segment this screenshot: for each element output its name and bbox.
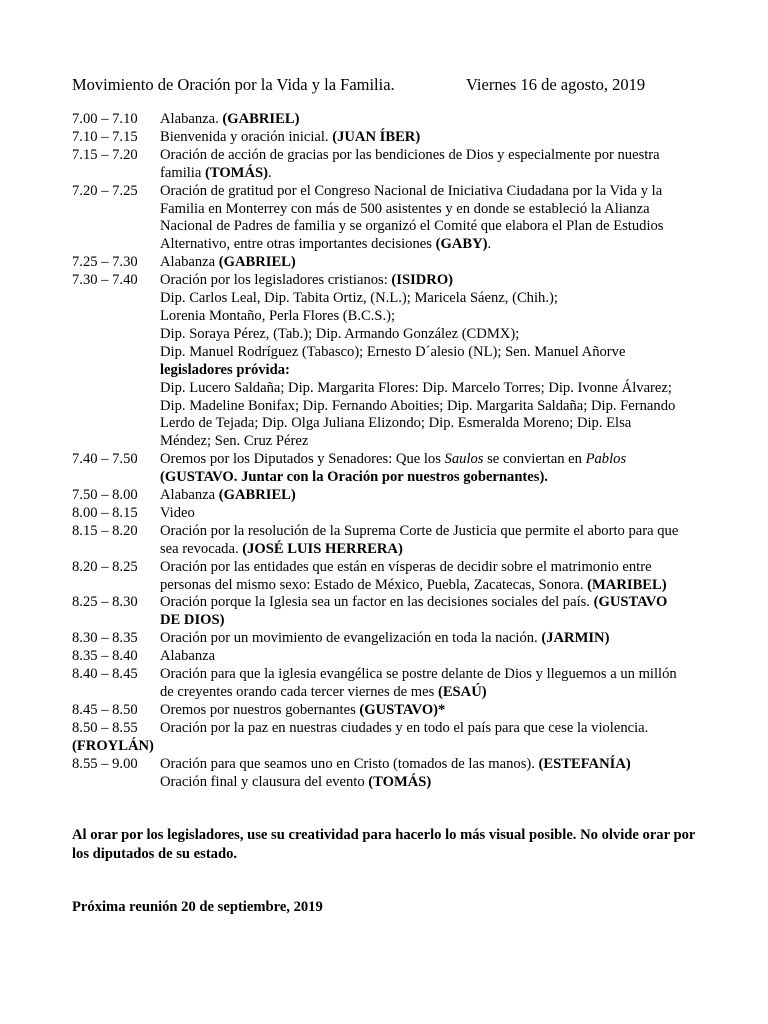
- document-header: [72, 75, 712, 95]
- schedule-text: Oración de acción de gracias por las bendiciones de Dios y especialmente por nuestra: [160, 146, 660, 163]
- schedule-leader: (MARIBEL): [587, 576, 667, 593]
- schedule-leader: (JARMIN): [541, 630, 610, 647]
- legislator-line: Dip. Lucero Saldaña; Dip. Margarita Flores: Dip. Marcelo Torres; Dip. Ivonne Álvarez;: [160, 379, 672, 396]
- schedule-item: [72, 487, 712, 505]
- schedule-text: Oremos por nuestros gobernantes: [160, 701, 360, 718]
- schedule-text-italic: Saulos: [444, 451, 484, 468]
- schedule-text: personas del mismo sexo: Estado de México, Puebla, Zacatecas, Sonora.: [160, 576, 588, 593]
- schedule-text-italic: Pablos: [585, 451, 627, 468]
- schedule-time: 8.45 – 8.50: [72, 701, 138, 718]
- schedule-time: 8.15 – 8.20: [72, 522, 138, 539]
- schedule-item: [72, 254, 712, 272]
- schedule-item: [72, 272, 712, 451]
- legislator-line: Lorenia Montaño, Perla Flores (B.C.S.);: [160, 307, 396, 324]
- schedule-text: Oración por la paz en nuestras ciudades y en todo el país para que cese la violencia.: [160, 719, 649, 736]
- schedule-text: se conviertan en: [483, 451, 586, 468]
- schedule-time: 8.40 – 8.45: [72, 666, 138, 683]
- next-meeting: Próxima reunión 20 de septiembre, 2019: [72, 899, 323, 915]
- schedule-leader: (JUAN ÍBER): [332, 128, 421, 145]
- schedule-item: [72, 756, 712, 774]
- schedule-time: 7.10 – 7.15: [72, 128, 138, 145]
- schedule-leader: (FROYLÁN): [72, 737, 154, 754]
- schedule-text: familia: [160, 164, 205, 181]
- schedule-leader-continued: DE DIOS): [160, 612, 225, 629]
- schedule-item: [72, 111, 712, 129]
- schedule-time: 7.30 – 7.40: [72, 272, 138, 289]
- schedule-text: Bienvenida y oración inicial.: [160, 128, 333, 145]
- schedule-text: sea revocada.: [160, 540, 243, 557]
- schedule-text-tail: .: [487, 236, 492, 253]
- legislator-line: Dip. Soraya Pérez, (Tab.); Dip. Armando González (CDMX);: [160, 325, 520, 342]
- provida-heading: legisladores próvida:: [160, 361, 290, 378]
- schedule-time: 7.50 – 8.00: [72, 487, 138, 504]
- schedule-leader: (ESTEFANÍA): [538, 755, 631, 772]
- schedule-item: [72, 147, 712, 183]
- schedule-time: 8.30 – 8.35: [72, 630, 138, 647]
- document-date: Viernes 16 de agosto, 2019: [466, 75, 646, 94]
- schedule-item: [72, 594, 712, 630]
- legislator-line: Méndez; Sen. Cruz Pérez: [160, 433, 309, 450]
- schedule-time: 8.25 – 8.30: [72, 594, 138, 611]
- schedule-time: 8.20 – 8.25: [72, 558, 138, 575]
- schedule-text: Oración para que seamos uno en Cristo (tomados de las manos).: [160, 755, 539, 772]
- schedule-text: Oración final y clausura del evento: [160, 773, 369, 790]
- schedule-item: [72, 666, 712, 702]
- schedule-item: [72, 774, 712, 792]
- legislator-line: Dip. Carlos Leal, Dip. Tabita Ortiz, (N.L.); Maricela Sáenz, (Chih.);: [160, 290, 558, 307]
- schedule-leader: (TOMÁS): [204, 164, 268, 181]
- schedule-time: 7.25 – 7.30: [72, 254, 138, 271]
- schedule-item: [72, 702, 712, 720]
- schedule-text: Video: [160, 504, 195, 521]
- schedule-item: [72, 183, 712, 255]
- schedule-text-tail: .: [267, 164, 272, 181]
- schedule-item: [72, 451, 712, 487]
- legislator-line: Lerdo de Tejada; Dip. Olga Juliana Elizondo; Dip. Esmeralda Moreno; Dip. Elsa: [160, 415, 632, 432]
- schedule-text: Oración por la resolución de la Suprema Corte de Justicia que permite el aborto para que: [160, 522, 679, 539]
- schedule-leader: (GABRIEL): [218, 487, 296, 504]
- schedule-item: [72, 559, 712, 595]
- schedule-text: Alabanza.: [160, 111, 223, 127]
- prayer-schedule: [72, 111, 712, 791]
- schedule-leader: (GUSTAVO: [593, 594, 668, 611]
- schedule-time: 8.35 – 8.40: [72, 648, 138, 665]
- legislators-note: Al orar por los legisladores, use su creatividad para hacerlo lo más visual posible. No olvide orar por los diputados de su estado.: [72, 827, 696, 862]
- schedule-text: Oración de gratitud por el Congreso Nacional de Iniciativa Ciudadana por la Vida y la: [160, 182, 663, 199]
- document-title: Movimiento de Oración por la Vida y la Familia.: [72, 75, 395, 94]
- schedule-time: 8.00 – 8.15: [72, 504, 138, 521]
- schedule-leader: (TOMÁS): [368, 773, 432, 790]
- schedule-text: Alternativo, entre otras importantes decisiones: [160, 236, 436, 253]
- schedule-time: 8.50 – 8.55: [72, 719, 138, 736]
- schedule-time: 7.20 – 7.25: [72, 182, 138, 199]
- schedule-leader: (JOSÉ LUIS HERRERA): [242, 540, 403, 557]
- schedule-text: de creyentes orando cada tercer viernes de mes: [160, 684, 438, 700]
- schedule-text: Alabanza: [160, 648, 216, 665]
- schedule-time: 7.00 – 7.10: [72, 111, 138, 127]
- schedule-text: Oración porque la Iglesia sea un factor en las decisiones sociales del país.: [160, 594, 594, 611]
- schedule-leader: (GABY): [435, 236, 488, 253]
- legislator-line: Dip. Madeline Bonifax; Dip. Fernando Aboities; Dip. Margarita Saldaña; Dip. Fernando: [160, 397, 676, 414]
- schedule-leader: (GABRIEL): [218, 254, 296, 271]
- schedule-leader: (ESAÚ): [437, 684, 487, 700]
- schedule-time: 8.55 – 9.00: [72, 755, 138, 772]
- schedule-item: [72, 648, 712, 666]
- schedule-item: [72, 630, 712, 648]
- schedule-leader: (GUSTAVO. Juntar con la Oración por nuestros gobernantes).: [160, 469, 548, 486]
- legislator-line: Dip. Manuel Rodríguez (Tabasco); Ernesto D´alesio (NL); Sen. Manuel Añorve: [160, 343, 626, 360]
- schedule-text: Oración por un movimiento de evangelización en toda la nación.: [160, 630, 542, 647]
- schedule-leader: (GABRIEL): [222, 111, 300, 127]
- schedule-item: [72, 129, 712, 147]
- schedule-item: [72, 505, 712, 523]
- schedule-text: Alabanza: [160, 487, 219, 504]
- schedule-item: [72, 720, 712, 756]
- schedule-time: 7.40 – 7.50: [72, 451, 138, 468]
- schedule-text: Oración para que la iglesia evangélica se postre delante de Dios y lleguemos a un millón: [160, 666, 677, 683]
- schedule-time: 7.15 – 7.20: [72, 146, 138, 163]
- schedule-text: Nacional de Padres de familia y se organizó el Comité que elabora el Plan de Estudios: [160, 218, 664, 235]
- schedule-leader: (GUSTAVO)*: [359, 701, 446, 718]
- schedule-text: Oración por los legisladores cristianos:: [160, 272, 392, 289]
- schedule-leader: (ISIDRO): [391, 272, 454, 289]
- schedule-text: Alabanza: [160, 254, 219, 271]
- schedule-text: Oración por las entidades que están en vísperas de decidir sobre el matrimonio entre: [160, 558, 652, 575]
- schedule-text: Oremos por los Diputados y Senadores: Que los: [160, 451, 445, 468]
- schedule-text: Familia en Monterrey con más de 500 asistentes y en donde se estableció la Alianza: [160, 200, 650, 217]
- schedule-item: [72, 523, 712, 559]
